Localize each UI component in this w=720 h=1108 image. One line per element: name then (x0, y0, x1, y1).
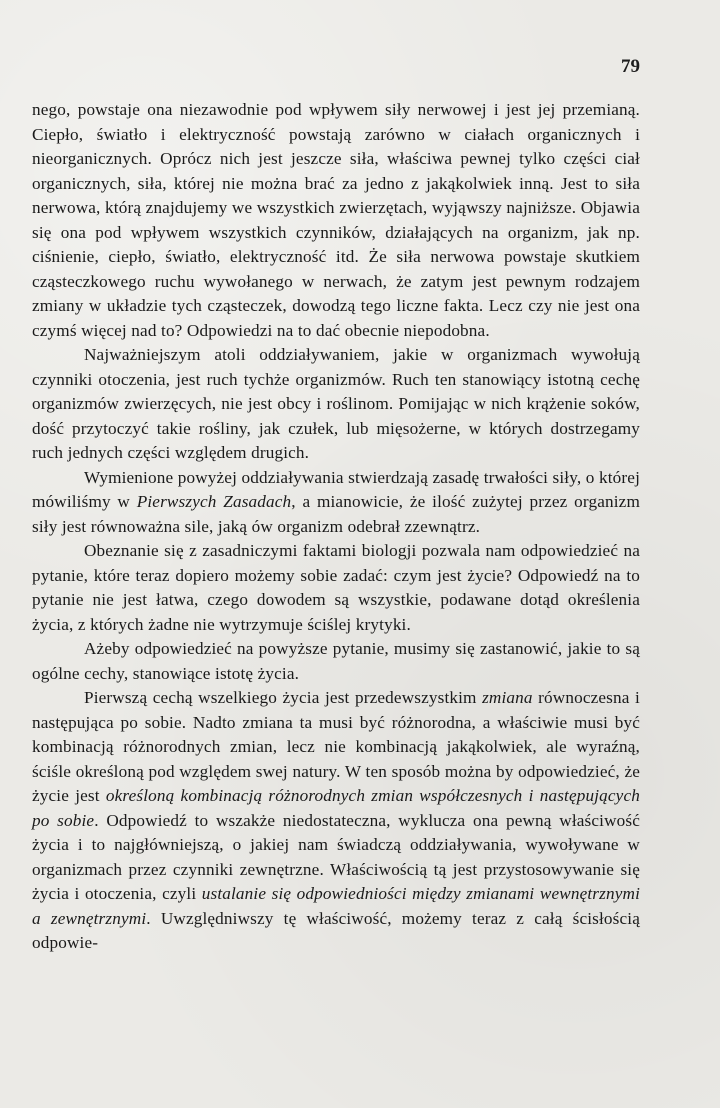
paragraph-6-text-c: . Odpowiedź to wszakże niedostateczna, wyklucza ona pewną właściwość życia i to najgłówniejszą, o jakiej nam świadczą oddziaływania, wywoływane w organizmach przez czynniki zewnętrzne. Właściwością tą jest przystosowywanie się życia i otoczenia, czyli (32, 810, 640, 903)
italic-definition-zycie: określoną kombinacją różnorodnych zmian współczesnych i następujących po sobie (32, 786, 640, 830)
paragraph-6-text-d: . Uwzględniwszy tę właściwość, możemy teraz z całą ścisłością odpowie- (32, 908, 640, 952)
italic-definition-odpowiedniosc: ustalanie się odpowiedniości między zmianami wewnętrznymi a zewnętrznymi (32, 884, 640, 928)
paragraph-5-text: Ażeby odpowiedzieć na powyższe pytanie, musimy się zastanowić, jakie to są ogólne cechy, stanowiące istotę życia. (32, 639, 640, 683)
paragraph-1 (32, 98, 640, 343)
paragraph-6-text-b: równoczesna i następująca po sobie. Nadto zmiana ta musi być różnorodna, a właściwie musi być kombinacją różnorodnych zmian, lecz nie kombinacją jakąkolwiek, ale wyraźną, ściśle określoną pod względem swej natury. W ten sposób można by odpowiedzieć, że życie jest (32, 688, 640, 805)
paragraph-4 (32, 539, 640, 637)
page-number: 79 (621, 56, 640, 77)
paragraph-3 (32, 466, 640, 540)
paragraph-6 (32, 686, 640, 956)
paragraph-6-text-a: Pierwszą cechą wszelkiego życia jest przedewszystkim (84, 688, 483, 707)
paragraph-3-text-b: , a mianowicie, że ilość zużytej przez organizm siły jest równoważna sile, jaką ów organizm odebrał zzewnątrz. (32, 492, 640, 536)
italic-title-pierwsze-zasady: Pierwszych Zasadach (136, 492, 292, 511)
paragraph-2 (32, 343, 640, 466)
paragraph-1-text: nego, powstaje ona niezawodnie pod wpływem siły nerwowej i jest jej przemianą. Ciepło, światło i elektryczność powstają zarówno w ciałach organicznych i nieorganicznych. Oprócz nich jest jeszcze siła, właściwa pewnej tylko części ciał organicznych, siła, której nie można brać za jedno z jakąkolwiek inną. Jest to siła nerwowa, którą znajdujemy we wszystkich zwierzętach, wyjąwszy najniższe. Objawia się ona pod wpływem wszystkich czynników, działających na organizm, jak np. ciśnienie, ciepło, światło, elektryczność itd. Że siła nerwowa powstaje skutkiem cząsteczkowego ruchu wywołanego w nerwach, że zatym jest pewnym rodzajem zmiany w układzie tych cząsteczek, dowodzą tego liczne fakta. Lecz czy nie jest ona czymś więcej nad to? Odpowiedzi na to dać obecnie niepodobna. (32, 100, 640, 340)
italic-term-zmiana: zmiana (482, 688, 533, 707)
paragraph-4-text: Obeznanie się z zasadniczymi faktami biologji pozwala nam odpowiedzieć na pytanie, które teraz dopiero możemy sobie zadać: czym jest życie? Odpowiedź na to pytanie nie jest łatwa, czego dowodem są wszystkie, podawane dotąd określenia życia, z których żadne nie wytrzymuje ściślej krytyki. (32, 541, 640, 634)
paragraph-2-text: Najważniejszym atoli oddziaływaniem, jakie w organizmach wywołują czynniki otoczenia, jest ruch tychże organizmów. Ruch ten stanowiący istotną cechę organizmów zwierzęcych, nie jest obcy i roślinom. Pomijając w nich krążenie soków, dość przytoczyć takie rośliny, jak czułek, lub mięsożerne, w których dostrzegamy ruch jednych części względem drugich. (32, 345, 640, 462)
paragraph-5 (32, 637, 640, 686)
paragraph-3-text-a: Wymienione powyżej oddziaływania stwierdzają zasadę trwałości siły, o której mówiliśmy w (32, 467, 640, 511)
body-text (32, 98, 640, 956)
